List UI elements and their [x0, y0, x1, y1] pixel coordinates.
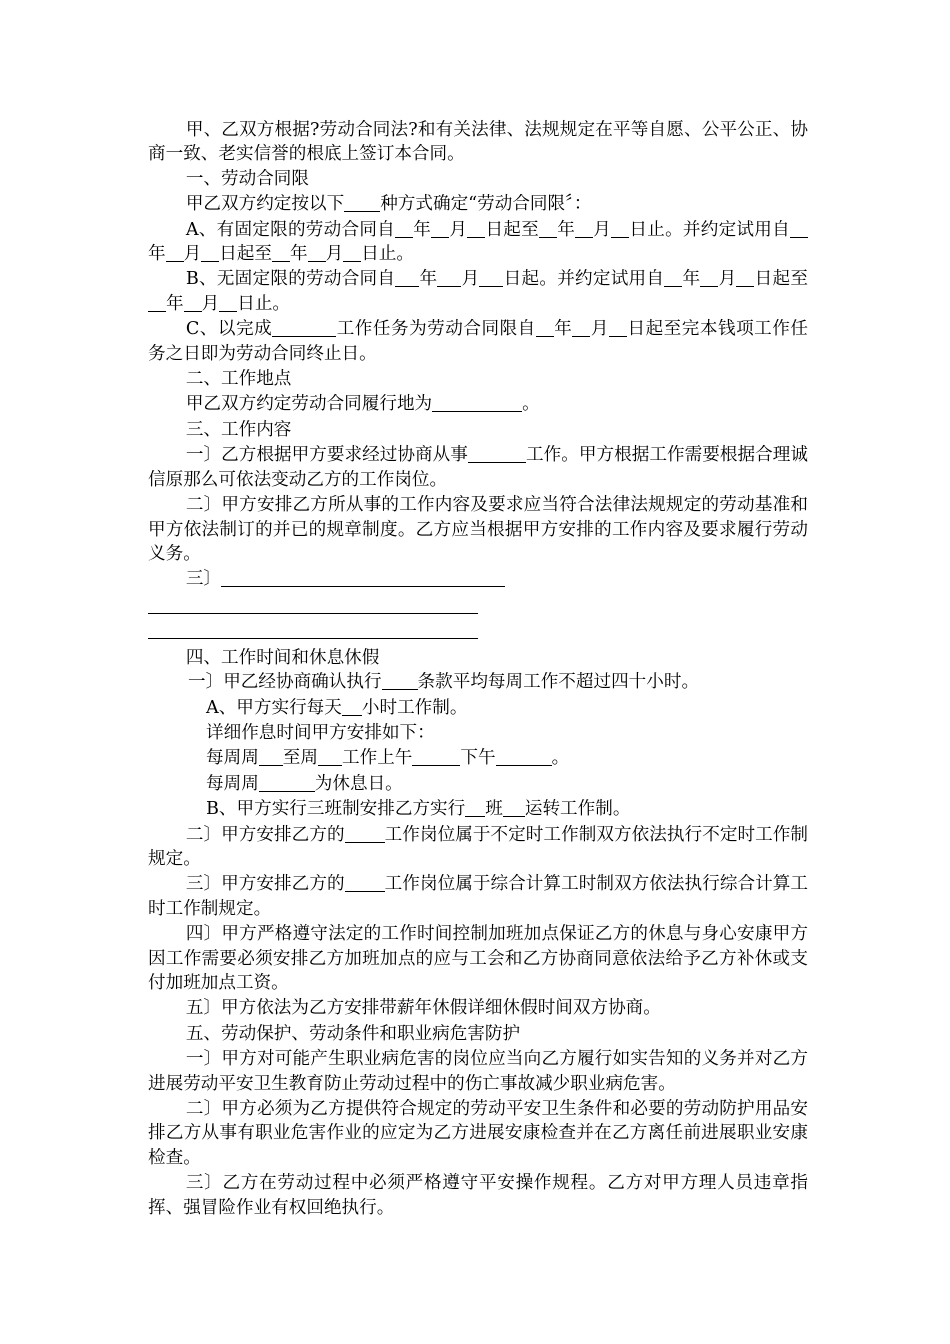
blank-field[interactable] [395, 220, 413, 238]
blank-field[interactable] [219, 294, 237, 312]
section-2-location: 甲乙双方约定劳动合同履行地为 。 [185, 394, 540, 415]
blank-line[interactable] [148, 617, 478, 639]
blank-field[interactable] [345, 874, 385, 892]
blank-field[interactable] [184, 294, 202, 312]
section-4-item-2: 二〕甲方安排乙方的 工作岗位属于不定时工作制双方依法执行不定时工作制规定。 [148, 824, 808, 869]
blank-field[interactable] [259, 774, 315, 792]
blank-field[interactable] [395, 269, 419, 287]
intro-paragraph: 甲、乙双方根据?劳动合同法?和有关法律、法规规定在平等自愿、公平公正、协商一致、老实信誉的根底上签订本合同。 [148, 120, 808, 165]
blank-field[interactable] [343, 244, 361, 262]
blank-field[interactable] [468, 445, 526, 463]
section-3-heading: 三、工作内容 [185, 419, 292, 440]
blank-field[interactable] [572, 319, 590, 337]
section-3-item-1: 一〕乙方根据甲方要求经过协商从事 工作。甲方根据工作需要根据合理诚信原那么可依法变动乙方的工作岗位。 [148, 445, 808, 490]
section-4-option-b: B、甲方实行三班制安排乙方实行 班 运转工作制。 [206, 799, 631, 820]
blank-field[interactable] [575, 220, 593, 238]
section-1-method: 甲乙双方约定按以下 种方式确定“劳动合同限〞： [185, 194, 592, 215]
blank-field[interactable] [382, 672, 418, 690]
section-5-item-2: 二〕甲方必须为乙方提供符合规定的劳动平安卫生条件和必要的劳动防护用品安排乙方从事有职业危害作业的应定为乙方进展安康检查并在乙方离任前进展职业安康检查。 [148, 1099, 808, 1168]
section-1-option-a: A、有固定限的劳动合同自 年 月 日起至 年 月 日止。并约定试用自年 月 日起至 年 月 日止。 [148, 218, 808, 267]
blank-field[interactable] [736, 269, 754, 287]
blank-field[interactable] [345, 825, 385, 843]
section-2-heading: 二、工作地点 [185, 369, 292, 390]
blank-field[interactable] [467, 220, 485, 238]
blank-field[interactable] [790, 220, 808, 238]
section-4-item-1: 一〕甲乙经协商确认执行 条款平均每周工作不超过四十小时。 [188, 672, 700, 693]
blank-field[interactable] [465, 799, 485, 817]
blank-field[interactable] [431, 220, 449, 238]
section-3-item-2: 二〕甲方安排乙方所从事的工作内容及要求应当符合法律法规规定的劳动基准和甲方依法制订的并已的规章制度。乙方应当根据甲方安排的工作内容及要求履行劳动义务。 [148, 495, 808, 564]
blank-field[interactable] [259, 748, 283, 766]
blank-field[interactable] [221, 569, 505, 587]
section-1-option-b: B、无固定限的劳动合同自 年 月 日起。并约定试用自 年 月 日起至年 月 日止。 [148, 267, 808, 316]
blank-field[interactable] [611, 220, 629, 238]
blank-field[interactable] [437, 269, 461, 287]
blank-field[interactable] [166, 244, 184, 262]
blank-line[interactable] [148, 592, 478, 614]
section-1-heading: 一、劳动合同限 [185, 168, 309, 189]
blank-field[interactable] [539, 220, 557, 238]
blank-field[interactable] [308, 244, 326, 262]
blank-field[interactable] [412, 748, 460, 766]
blank-field[interactable] [609, 319, 627, 337]
blank-field[interactable] [201, 244, 219, 262]
blank-field[interactable] [496, 748, 552, 766]
section-4-item-5: 五〕甲方依法为乙方安排带薪年休假详细休假时间双方协商。 [185, 998, 661, 1019]
section-4-item-4: 四〕甲方严格遵守法定的工作时间控制加班加点保证乙方的休息与身心安康甲方因工作需要必须安排乙方加班加点的应与工会和乙方协商同意依法给予乙方补休或支付加班加点工资。 [148, 924, 808, 993]
section-4-heading: 四、工作时间和休息休假 [185, 647, 380, 668]
blank-field[interactable] [700, 269, 718, 287]
blank-field[interactable] [536, 319, 554, 337]
section-5-heading: 五、劳动保护、劳动条件和职业病危害防护 [185, 1023, 521, 1044]
section-4-weekly-hours: 每周周 至周 工作上午 下午 。 [206, 748, 570, 769]
blank-field[interactable] [148, 294, 166, 312]
section-4-option-a: A、甲方实行每天 小时工作制。 [206, 697, 468, 718]
blank-field[interactable] [432, 394, 522, 412]
section-4-schedule-intro: 详细作息时间甲方安排如下： [206, 722, 435, 743]
section-4-rest-day: 每周周 为休息日。 [206, 773, 403, 794]
blank-field[interactable] [272, 244, 290, 262]
blank-field[interactable] [318, 748, 342, 766]
blank-field[interactable] [503, 799, 525, 817]
blank-field[interactable] [479, 269, 503, 287]
section-5-item-3: 三〕乙方在劳动过程中必须严格遵守平安操作规程。乙方对甲方理人员违章指挥、强冒险作业有权回绝执行。 [148, 1173, 808, 1218]
blank-field[interactable] [664, 269, 682, 287]
section-1-option-c: C、以完成 工作任务为劳动合同限自 年 月 日起至完本钱项工作任务之日即为劳动合同终止日。 [148, 319, 808, 364]
section-3-item-3: 三〕 [148, 567, 808, 591]
blank-field[interactable] [344, 194, 380, 212]
blank-field[interactable] [342, 698, 362, 716]
contract-page [148, 118, 808, 1220]
section-5-item-1: 一〕甲方对可能产生职业病危害的岗位应当向乙方履行如实告知的义务并对乙方进展劳动平安卫生教育防止劳动过程中的伤亡事故减少职业病危害。 [148, 1049, 808, 1094]
blank-field[interactable] [272, 319, 336, 337]
section-4-item-3: 三〕甲方安排乙方的 工作岗位属于综合计算工时制双方依法执行综合计算工时工作制规定。 [148, 874, 808, 919]
